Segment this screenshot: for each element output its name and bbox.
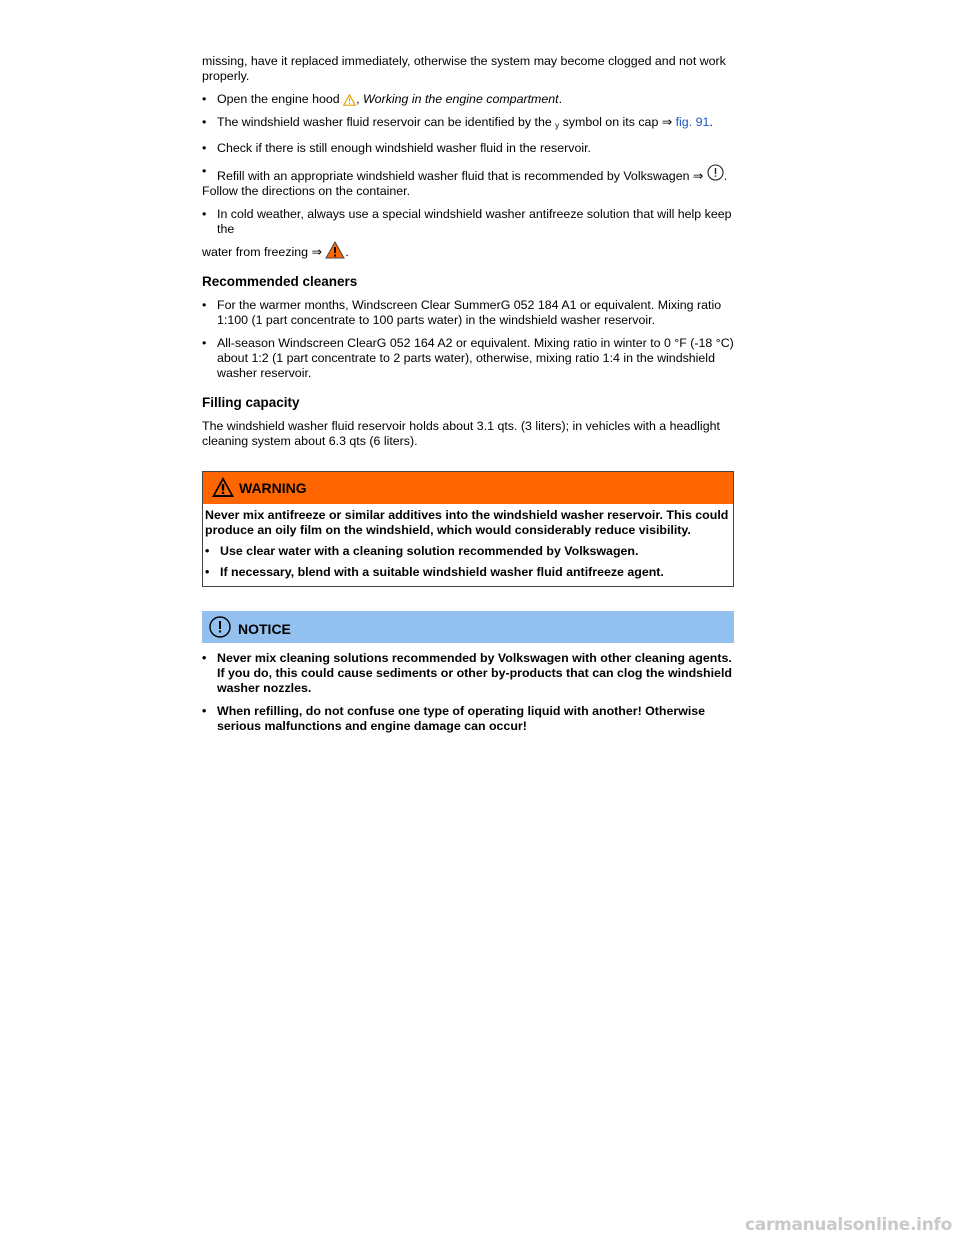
exclamation-circle-icon <box>707 164 724 181</box>
figure-link[interactable]: fig. 91 <box>675 115 710 129</box>
bullet-dot: • <box>205 565 210 579</box>
watermark: carmanualsonline.info <box>745 1215 952 1235</box>
notice-item: • Never mix cleaning solutions recommended by Volkswagen with other cleaning agents. If you do, this could cause sediments or other by-products that can clog the windshield washer nozzles. <box>202 651 732 695</box>
manual-page <box>202 54 734 742</box>
bullet-dot: • <box>202 207 207 221</box>
step-refill: • Refill with an appropriate windshield washer fluid that is recommended by Volkswagen ⇒ . Follow the directions on the container. <box>202 164 728 198</box>
notice-box <box>202 611 734 734</box>
warning-triangle-icon <box>325 241 345 259</box>
notice-header <box>202 611 734 643</box>
bullet-dot: • <box>202 115 207 129</box>
warning-triangle-icon <box>343 94 356 106</box>
washer-symbol: y <box>555 121 560 130</box>
bullet-dot: • <box>205 544 210 558</box>
step-open-hood: • Open the engine hood , Working in the engine compartment. <box>202 92 563 106</box>
step-identify-reservoir: • The windshield washer fluid reservoir can be identified by the y symbol on its cap ⇒ fig. 91. <box>202 115 713 130</box>
cross-reference-italic: Working in the engine compartment <box>362 92 559 106</box>
bullet-dot: • <box>202 141 207 155</box>
warning-item: • If necessary, blend with a suitable windshield washer fluid antifreeze agent. <box>205 565 664 579</box>
step-check-level: • Check if there is still enough windshield washer fluid in the reservoir. <box>202 141 591 155</box>
warning-title: WARNING <box>239 480 307 496</box>
cleaner-all-season: • All-season Windscreen ClearG 052 164 A2 or equivalent. Mixing ratio in winter to 0 °F (-18 °C) about 1:2 (1 part concentrate to 2 parts water), otherwise, mixing ratio 1:4 in the windshield washer reservoir. <box>202 336 734 380</box>
bullet-dot: • <box>202 336 207 350</box>
warning-header <box>203 472 733 504</box>
intro-text: missing, have it replaced immediately, otherwise the system may become clogged and not work properly. <box>202 54 726 83</box>
notice-title: NOTICE <box>238 621 291 637</box>
bullet-dot: • <box>202 704 207 718</box>
warning-item: • Use clear water with a cleaning solution recommended by Volkswagen. <box>205 544 639 558</box>
bullet-dot: • <box>202 164 207 178</box>
bullet-dot: • <box>202 651 207 665</box>
capacity-heading: Filling capacity <box>202 395 300 410</box>
warning-body <box>203 504 733 586</box>
warning-text: Never mix antifreeze or similar additives into the windshield washer reservoir. This could produce an oily film on the windshield, which would considerably reduce visibility. <box>205 508 729 537</box>
step-cold-weather: • In cold weather, always use a special windshield washer antifreeze solution that will help keep the water from freezing ⇒ . <box>202 207 732 259</box>
exclamation-circle-icon <box>208 615 232 639</box>
bullet-dot: • <box>202 92 207 106</box>
capacity-text: The windshield washer fluid reservoir holds about 3.1 qts. (3 liters); in vehicles with a headlight cleaning system about 6.3 qts (6 liters). <box>202 419 720 448</box>
notice-item: • When refilling, do not confuse one type of operating liquid with another! Otherwise serious malfunctions and engine damage can occur! <box>202 704 706 733</box>
cleaners-heading: Recommended cleaners <box>202 274 358 289</box>
cleaner-summer: • For the warmer months, Windscreen Clear SummerG 052 184 A1 or equivalent. Mixing ratio 1:100 (1 part concentrate to 100 parts water) in the windshield washer reservoir. <box>202 298 722 327</box>
warning-triangle-icon <box>211 476 235 498</box>
notice-body <box>202 643 734 734</box>
bullet-dot: • <box>202 298 207 312</box>
warning-box <box>202 471 734 587</box>
